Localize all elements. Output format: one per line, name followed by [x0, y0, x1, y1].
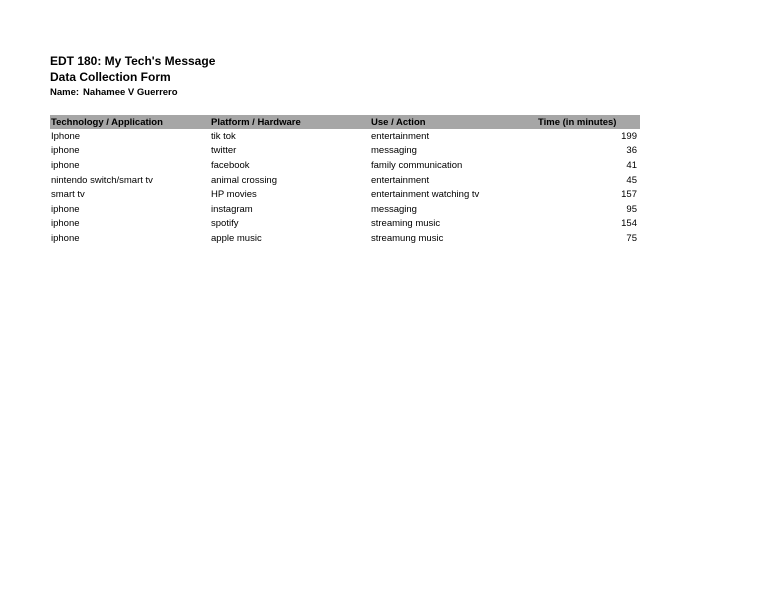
- cell-technology[interactable]: iphone: [51, 218, 80, 230]
- cell-time[interactable]: 157: [621, 189, 637, 201]
- cell-platform[interactable]: spotify: [211, 218, 239, 230]
- table-row: [50, 173, 640, 188]
- cell-use[interactable]: streamung music: [371, 232, 444, 244]
- form-title: Data Collection Form: [50, 70, 171, 84]
- cell-use[interactable]: entertainment watching tv: [371, 189, 480, 201]
- table-row: [50, 158, 640, 173]
- cell-use[interactable]: entertainment: [371, 174, 430, 186]
- cell-technology[interactable]: iphone: [51, 145, 80, 157]
- name-label: Name:: [50, 87, 80, 98]
- course-title: EDT 180: My Tech's Message: [50, 54, 216, 68]
- cell-time[interactable]: 95: [626, 203, 637, 215]
- spreadsheet-page: [50, 53, 640, 246]
- cell-use[interactable]: messaging: [371, 203, 417, 215]
- cell-use[interactable]: family communication: [371, 159, 463, 171]
- cell-platform[interactable]: instagram: [211, 203, 253, 215]
- cell-time[interactable]: 45: [626, 174, 637, 186]
- cell-use[interactable]: messaging: [371, 145, 417, 157]
- name-value: Nahamee V Guerrero: [83, 87, 178, 98]
- cell-time[interactable]: 41: [626, 159, 637, 171]
- table-header-row: [50, 115, 640, 129]
- cell-platform[interactable]: animal crossing: [211, 174, 277, 186]
- column-header-platform: Platform / Hardware: [210, 115, 370, 129]
- cell-technology[interactable]: iphone: [51, 203, 80, 215]
- cell-time[interactable]: 75: [626, 232, 637, 244]
- cell-technology[interactable]: iphone: [51, 159, 80, 171]
- cell-time[interactable]: 36: [626, 145, 637, 157]
- cell-technology[interactable]: smart tv: [51, 189, 85, 201]
- column-header-technology: Technology / Application: [50, 115, 210, 129]
- table-row: [50, 144, 640, 159]
- cell-use[interactable]: streaming music: [371, 218, 441, 230]
- data-collection-table: [50, 115, 640, 246]
- table-row: [50, 187, 640, 202]
- cell-platform[interactable]: HP movies: [211, 189, 257, 201]
- cell-platform[interactable]: tik tok: [211, 130, 236, 142]
- table-row: [50, 129, 640, 144]
- cell-time[interactable]: 199: [621, 130, 637, 142]
- table-row: [50, 202, 640, 217]
- table-row: [50, 217, 640, 232]
- table-row: [50, 231, 640, 246]
- cell-technology[interactable]: Iphone: [51, 130, 81, 142]
- cell-technology[interactable]: iphone: [51, 232, 80, 244]
- column-header-use: Use / Action: [370, 115, 528, 129]
- cell-platform[interactable]: apple music: [211, 232, 262, 244]
- column-header-time: Time (in minutes): [528, 115, 640, 129]
- cell-technology[interactable]: nintendo switch/smart tv: [51, 174, 153, 186]
- cell-time[interactable]: 154: [621, 218, 637, 230]
- cell-platform[interactable]: facebook: [211, 159, 250, 171]
- cell-use[interactable]: entertainment: [371, 130, 430, 142]
- name-row: [50, 86, 640, 100]
- cell-platform[interactable]: twitter: [211, 145, 237, 157]
